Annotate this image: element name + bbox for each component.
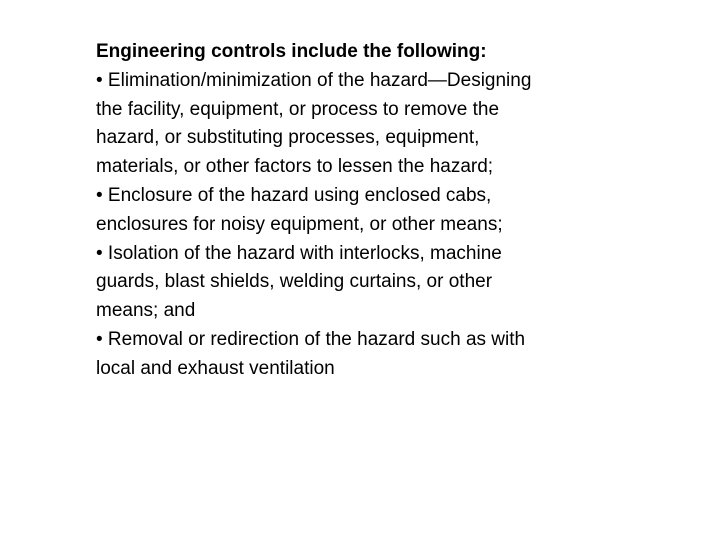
text-line: • Enclosure of the hazard using enclosed cabs, xyxy=(96,184,492,206)
heading: Engineering controls include the following: xyxy=(96,41,487,62)
text-line: local and exhaust ventilation xyxy=(96,357,335,379)
text-line: hazard, or substituting processes, equipment, xyxy=(96,127,480,149)
text-line: guards, blast shields, welding curtains, or other xyxy=(96,271,493,293)
text-line: • Isolation of the hazard with interlocks, machine xyxy=(96,242,502,264)
text-line: • Removal or redirection of the hazard such as with xyxy=(96,328,526,350)
text-block xyxy=(96,38,636,384)
text-line: the facility, equipment, or process to remove the xyxy=(96,98,500,120)
text-line: means; and xyxy=(96,300,196,322)
text-line: • Elimination/minimization of the hazard—Designing xyxy=(96,69,532,91)
text-line: materials, or other factors to lessen the hazard; xyxy=(96,156,494,178)
text-line: enclosures for noisy equipment, or other means; xyxy=(96,213,503,235)
